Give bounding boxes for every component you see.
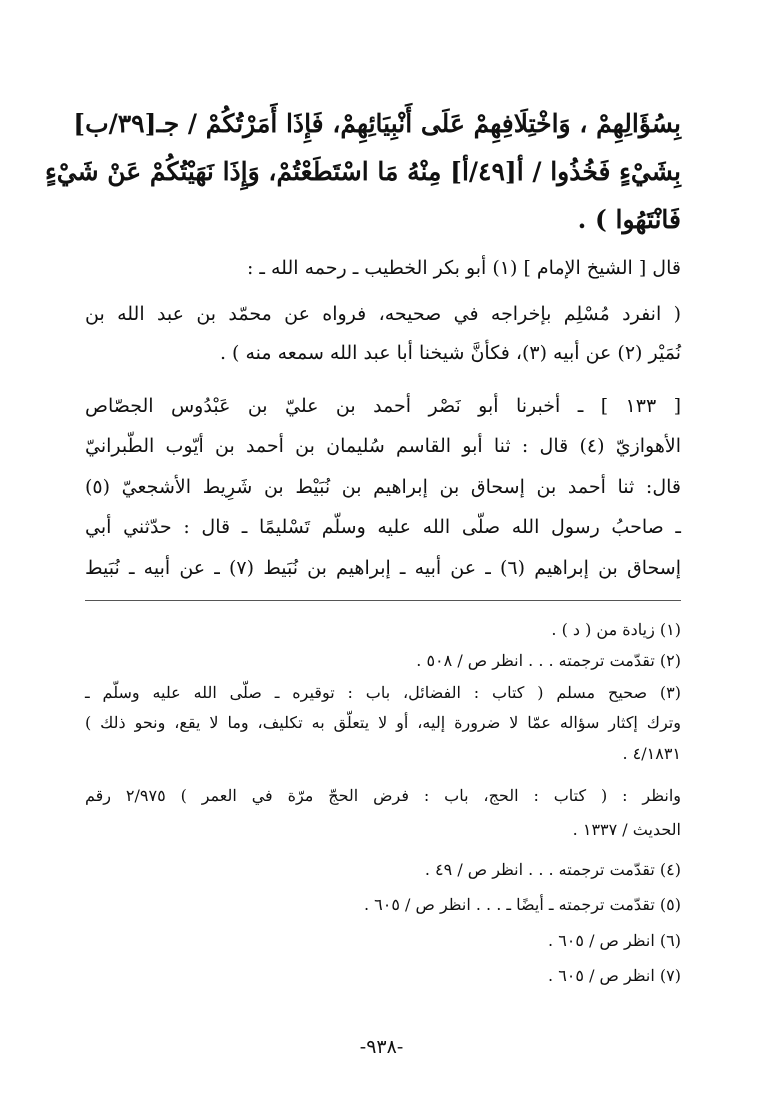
hadith-line-1: بِسُؤَالِهِمْ ، وَاخْتِلَافِهِمْ عَلَى أَنْبِيَائِهِمْ، فَإِذَا أَمَرْتُكُمْ / جـ[٣٩/ب] bbox=[73, 109, 681, 138]
footnote-1: (١) زيادة من ( د ) . bbox=[551, 620, 681, 639]
isnad-line-1: [ ١٣٣ ] ـ أخبرنا أبو نَصْر أحمد بن عليّ بن عَبْدُوس الجصّاص bbox=[85, 395, 681, 417]
isnad-line-5: إسحاق بن إبراهيم (٦) ـ عن أبيه ـ إبراهيم بن نُبَيط (٧) ـ عن أبيه ـ نُبَيط bbox=[85, 557, 681, 579]
footnote-4: (٤) تقدّمت ترجمته . . . انظر ص / ٤٩ . bbox=[424, 860, 681, 879]
footnote-3-see-also-line-2: الحديث / ١٣٣٧ . bbox=[572, 820, 681, 839]
footnote-3-see-also-line-1: وانظر : ( كتاب : الحج، باب : فرض الحجّ مرّة في العمر ) ٢/٩٧٥ رقم bbox=[85, 786, 682, 805]
footnote-2: (٢) تقدّمت ترجمته . . . انظر ص / ٥٠٨ . bbox=[416, 651, 681, 670]
hadith-line-3: فَانْتَهُوا ) . bbox=[577, 205, 681, 234]
footnote-separator bbox=[85, 600, 681, 601]
footnote-5: (٥) تقدّمت ترجمته ـ أيضًا ـ . . . انظر ص / ٦٠٥ . bbox=[364, 895, 681, 914]
isnad-line-2: الأهوازيّ (٤) قال : ثنا أبو القاسم سُليمان بن أحمد بن أيّوب الطّبرانيّ bbox=[85, 435, 681, 457]
commentary-line-3: نُمَيْر (٢) عن أبيه (٣)، فكأنَّ شيخنا أبا عبد الله سمعه منه ) . bbox=[219, 342, 681, 364]
commentary-line-2: ( انفرد مُسْلِم بإخراجه في صحيحه، فرواه عن محمّد بن عبد الله بن bbox=[85, 303, 681, 325]
hadith-line-2: بِشَيْءٍ فَخُذُوا / أ[٤٩/أ] مِنْهُ مَا اسْتَطَعْتُمْ، وَإِذَا نَهَيْتُكُمْ عَنْ شَيْءٍ bbox=[44, 157, 681, 186]
page-number: -٩٣٨- bbox=[359, 1036, 404, 1058]
isnad-line-3: قال: ثنا أحمد بن إسحاق بن إبراهيم بن نُبَيْط بن شَرِيط الأشجعيّ (٥) bbox=[85, 476, 681, 498]
footnote-3-line-2: وترك إكثار سؤاله عمّا لا ضرورة إليه، أو لا يتعلّق به تكليف، وما لا يقع، ونحو ذلك ) bbox=[85, 713, 681, 732]
isnad-line-4: ـ صاحبُ رسول الله صلّى الله عليه وسلّم تَسْليمًا ـ قال : حدّثني أبي bbox=[85, 516, 681, 538]
footnote-3-line-3: ٤/١٨٣١ . bbox=[622, 744, 681, 763]
footnote-3-line-1: (٣) صحيح مسلم ( كتاب : الفضائل، باب : توقيره ـ صلّى الله عليه وسلّم ـ bbox=[85, 683, 681, 702]
footnote-7: (٧) انظر ص / ٦٠٥ . bbox=[548, 966, 681, 985]
commentary-line-1: قال [ الشيخ الإمام ] (١) أبو بكر الخطيب ـ رحمه الله ـ : bbox=[246, 257, 681, 279]
footnote-6: (٦) انظر ص / ٦٠٥ . bbox=[548, 931, 681, 950]
